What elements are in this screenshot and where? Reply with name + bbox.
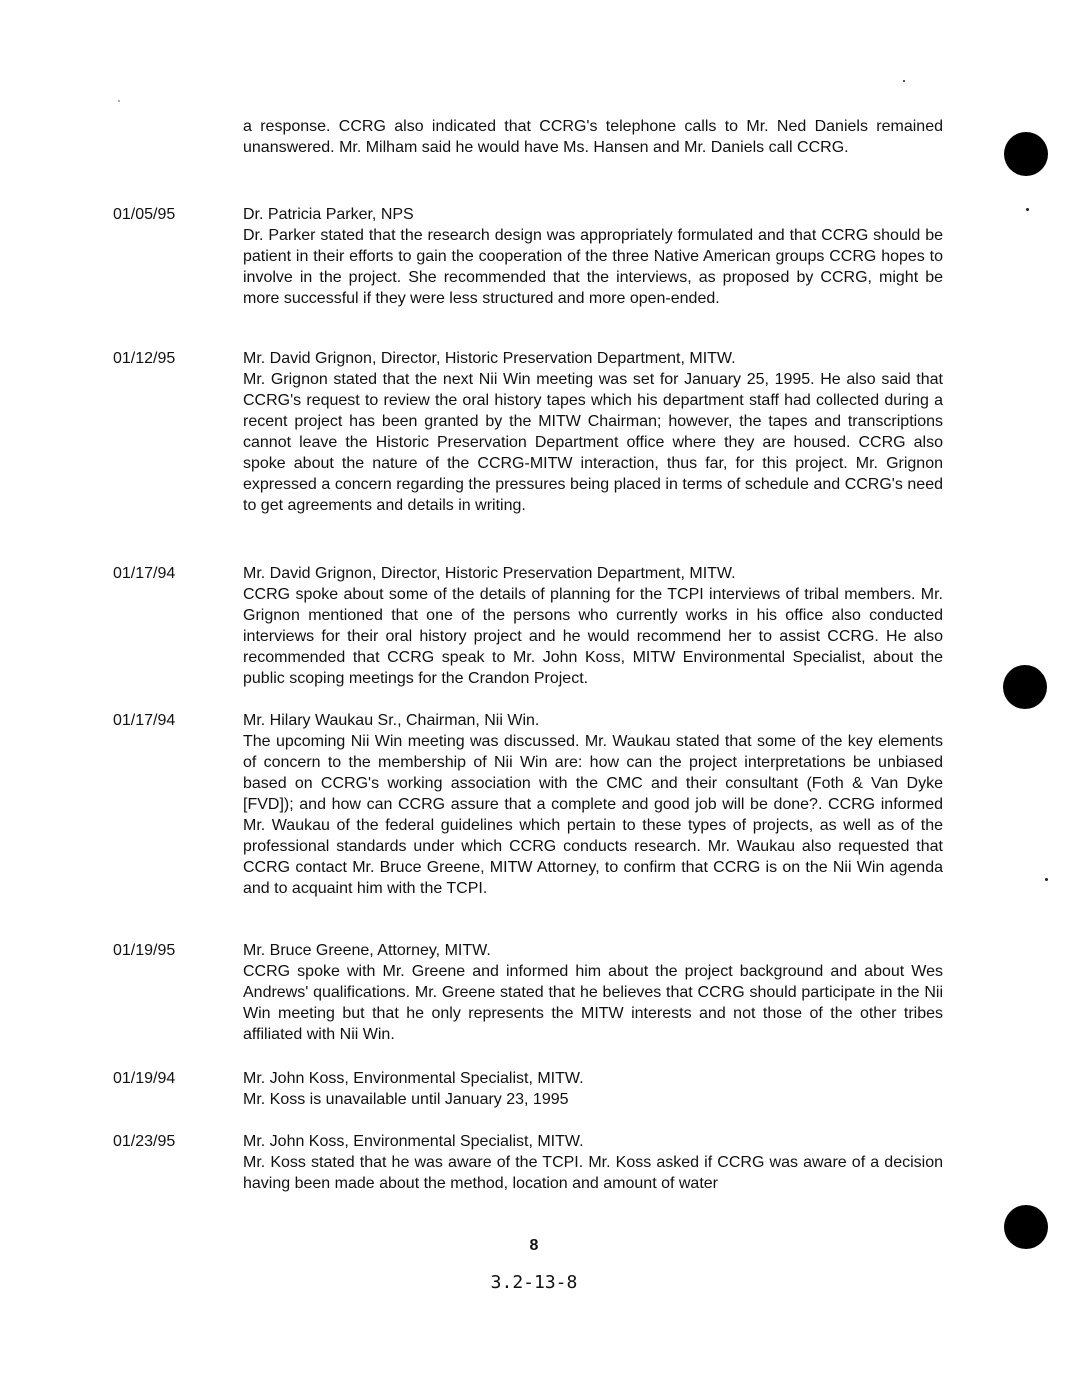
entry-body [243, 1068, 943, 1110]
entry-contact: Mr. Bruce Greene, Attorney, MITW. [243, 942, 491, 959]
entry-date: 01/17/94 [113, 712, 176, 729]
entry-body [243, 940, 943, 1045]
scan-speck [1026, 208, 1029, 211]
page-number: 8 [529, 1237, 539, 1254]
document-code: 3.2-13-8 [490, 1272, 578, 1293]
entry-contact: Mr. David Grignon, Director, Historic Preservation Department, MITW. [243, 350, 736, 367]
entry-contact: Mr. John Koss, Environmental Specialist, MITW. [243, 1133, 584, 1150]
entry-date: 01/23/95 [113, 1133, 176, 1150]
entry-body [243, 1131, 943, 1194]
entry-date: 01/12/95 [113, 350, 176, 367]
entry-contact: Dr. Patricia Parker, NPS [243, 206, 414, 223]
scan-speck [903, 80, 905, 82]
entry-notes: CCRG spoke with Mr. Greene and informed him about the project background and about Wes Andrews' qualifications. Mr. Greene stated that he believes that CCRG should participate in the Nii Win meeting but that he only represents the MITW interests and not those of the other tribes affiliated with Nii Win. [243, 963, 943, 1043]
binder-hole [1004, 1205, 1048, 1249]
entry-date: 01/17/94 [113, 565, 176, 582]
entry-notes: Mr. Koss is unavailable until January 23, 1995 [243, 1091, 569, 1108]
entry-body [243, 710, 943, 899]
intro-paragraph: a response. CCRG also indicated that CCRG's telephone calls to Mr. Ned Daniels remained unanswered. Mr. Milham said he would have Ms. Hansen and Mr. Daniels call CCRG. [243, 118, 943, 156]
entry-notes: CCRG spoke about some of the details of planning for the TCPI interviews of tribal members. Mr. Grignon mentioned that one of the persons who currently works in his office also conducted interviews for their oral history project and he would recommend her to assist CCRG. He also recommended that CCRG speak to Mr. John Koss, MITW Environmental Specialist, about the public scoping meetings for the Crandon Project. [243, 586, 943, 687]
entry-notes: Mr. Koss stated that he was aware of the TCPI. Mr. Koss asked if CCRG was aware of a decision having been made about the method, location and amount of water [243, 1154, 943, 1192]
entry-contact: Mr. David Grignon, Director, Historic Preservation Department, MITW. [243, 565, 736, 582]
entry-date: 01/05/95 [113, 206, 176, 223]
entry-contact: Mr. John Koss, Environmental Specialist, MITW. [243, 1070, 584, 1087]
entry-date: 01/19/94 [113, 1070, 176, 1087]
entry-body [243, 204, 943, 309]
entry-notes: Mr. Grignon stated that the next Nii Win meeting was set for January 25, 1995. He also said that CCRG's request to review the oral history tapes which his department staff had collected during a recent project has been granted by the MITW Chairman; however, the tapes and transcriptions cannot leave the Historic Preservation Department office where they are housed. CCRG also spoke about the nature of the CCRG-MITW interaction, thus far, for this project. Mr. Grignon expressed a concern regarding the pressures being placed in terms of schedule and CCRG's need to get agreements and details in writing. [243, 371, 943, 514]
entry-contact: Mr. Hilary Waukau Sr., Chairman, Nii Win. [243, 712, 540, 729]
binder-hole [1004, 132, 1048, 176]
entry-body [243, 563, 943, 689]
binder-hole [1003, 665, 1047, 709]
scan-speck [118, 100, 120, 102]
scan-speck [1045, 878, 1048, 881]
entry-body [243, 348, 943, 516]
entry-date: 01/19/95 [113, 942, 176, 959]
entry-notes: Dr. Parker stated that the research design was appropriately formulated and that CCRG should be patient in their efforts to gain the cooperation of the three Native American groups CCRG hopes to involve in the project. She recommended that the interviews, as proposed by CCRG, might be more successful if they were less structured and more open-ended. [243, 227, 943, 307]
entry-notes: The upcoming Nii Win meeting was discussed. Mr. Waukau stated that some of the key elements of concern to the membership of Nii Win are: how can the project interpretations be unbiased based on CCRG's working association with the CMC and their consultant (Foth & Van Dyke [FVD]); and how can CCRG assure that a complete and good job will be done?. CCRG informed Mr. Waukau of the federal guidelines which pertain to these types of projects, as well as of the professional standards under which CCRG conducts research. Mr. Waukau also requested that CCRG contact Mr. Bruce Greene, MITW Attorney, to confirm that CCRG is on the Nii Win agenda and to acquaint him with the TCPI. [243, 733, 943, 897]
